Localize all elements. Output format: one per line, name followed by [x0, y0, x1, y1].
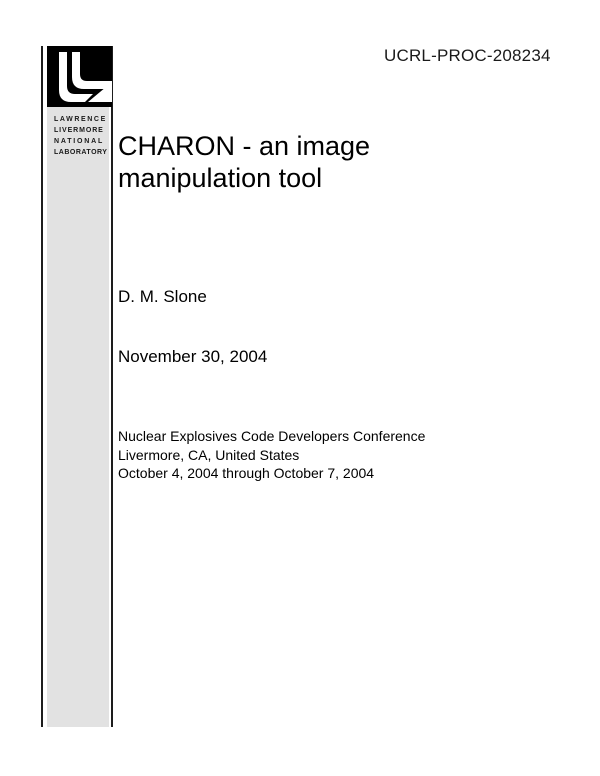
- document-number: UCRL-PROC-208234: [384, 46, 551, 65]
- sidebar-gray-strip: [47, 107, 109, 727]
- org-name: [47, 107, 109, 158]
- conference-block: [118, 427, 425, 483]
- conference-location: Livermore, CA, United States: [118, 446, 300, 463]
- conference-name: Nuclear Explosives Code Developers Conference: [118, 428, 426, 444]
- report-author: D. M. Slone: [118, 287, 207, 306]
- conference-dates: October 4, 2004 through October 7, 2004: [118, 465, 375, 481]
- org-line-lawrence: LAWRENCE: [54, 116, 107, 123]
- org-line-laboratory: LABORATORY: [54, 149, 108, 156]
- llnl-logo-icon: [47, 46, 112, 107]
- report-title: CHARON - an image manipulation tool: [118, 131, 371, 193]
- sidebar-left-rule: [41, 46, 43, 727]
- sidebar-right-rule: [111, 46, 113, 727]
- publication-date: November 30, 2004: [118, 347, 268, 366]
- org-line-national: NATIONAL: [54, 138, 105, 145]
- sidebar: [41, 46, 113, 727]
- org-line-livermore: LIVERMORE: [54, 127, 104, 134]
